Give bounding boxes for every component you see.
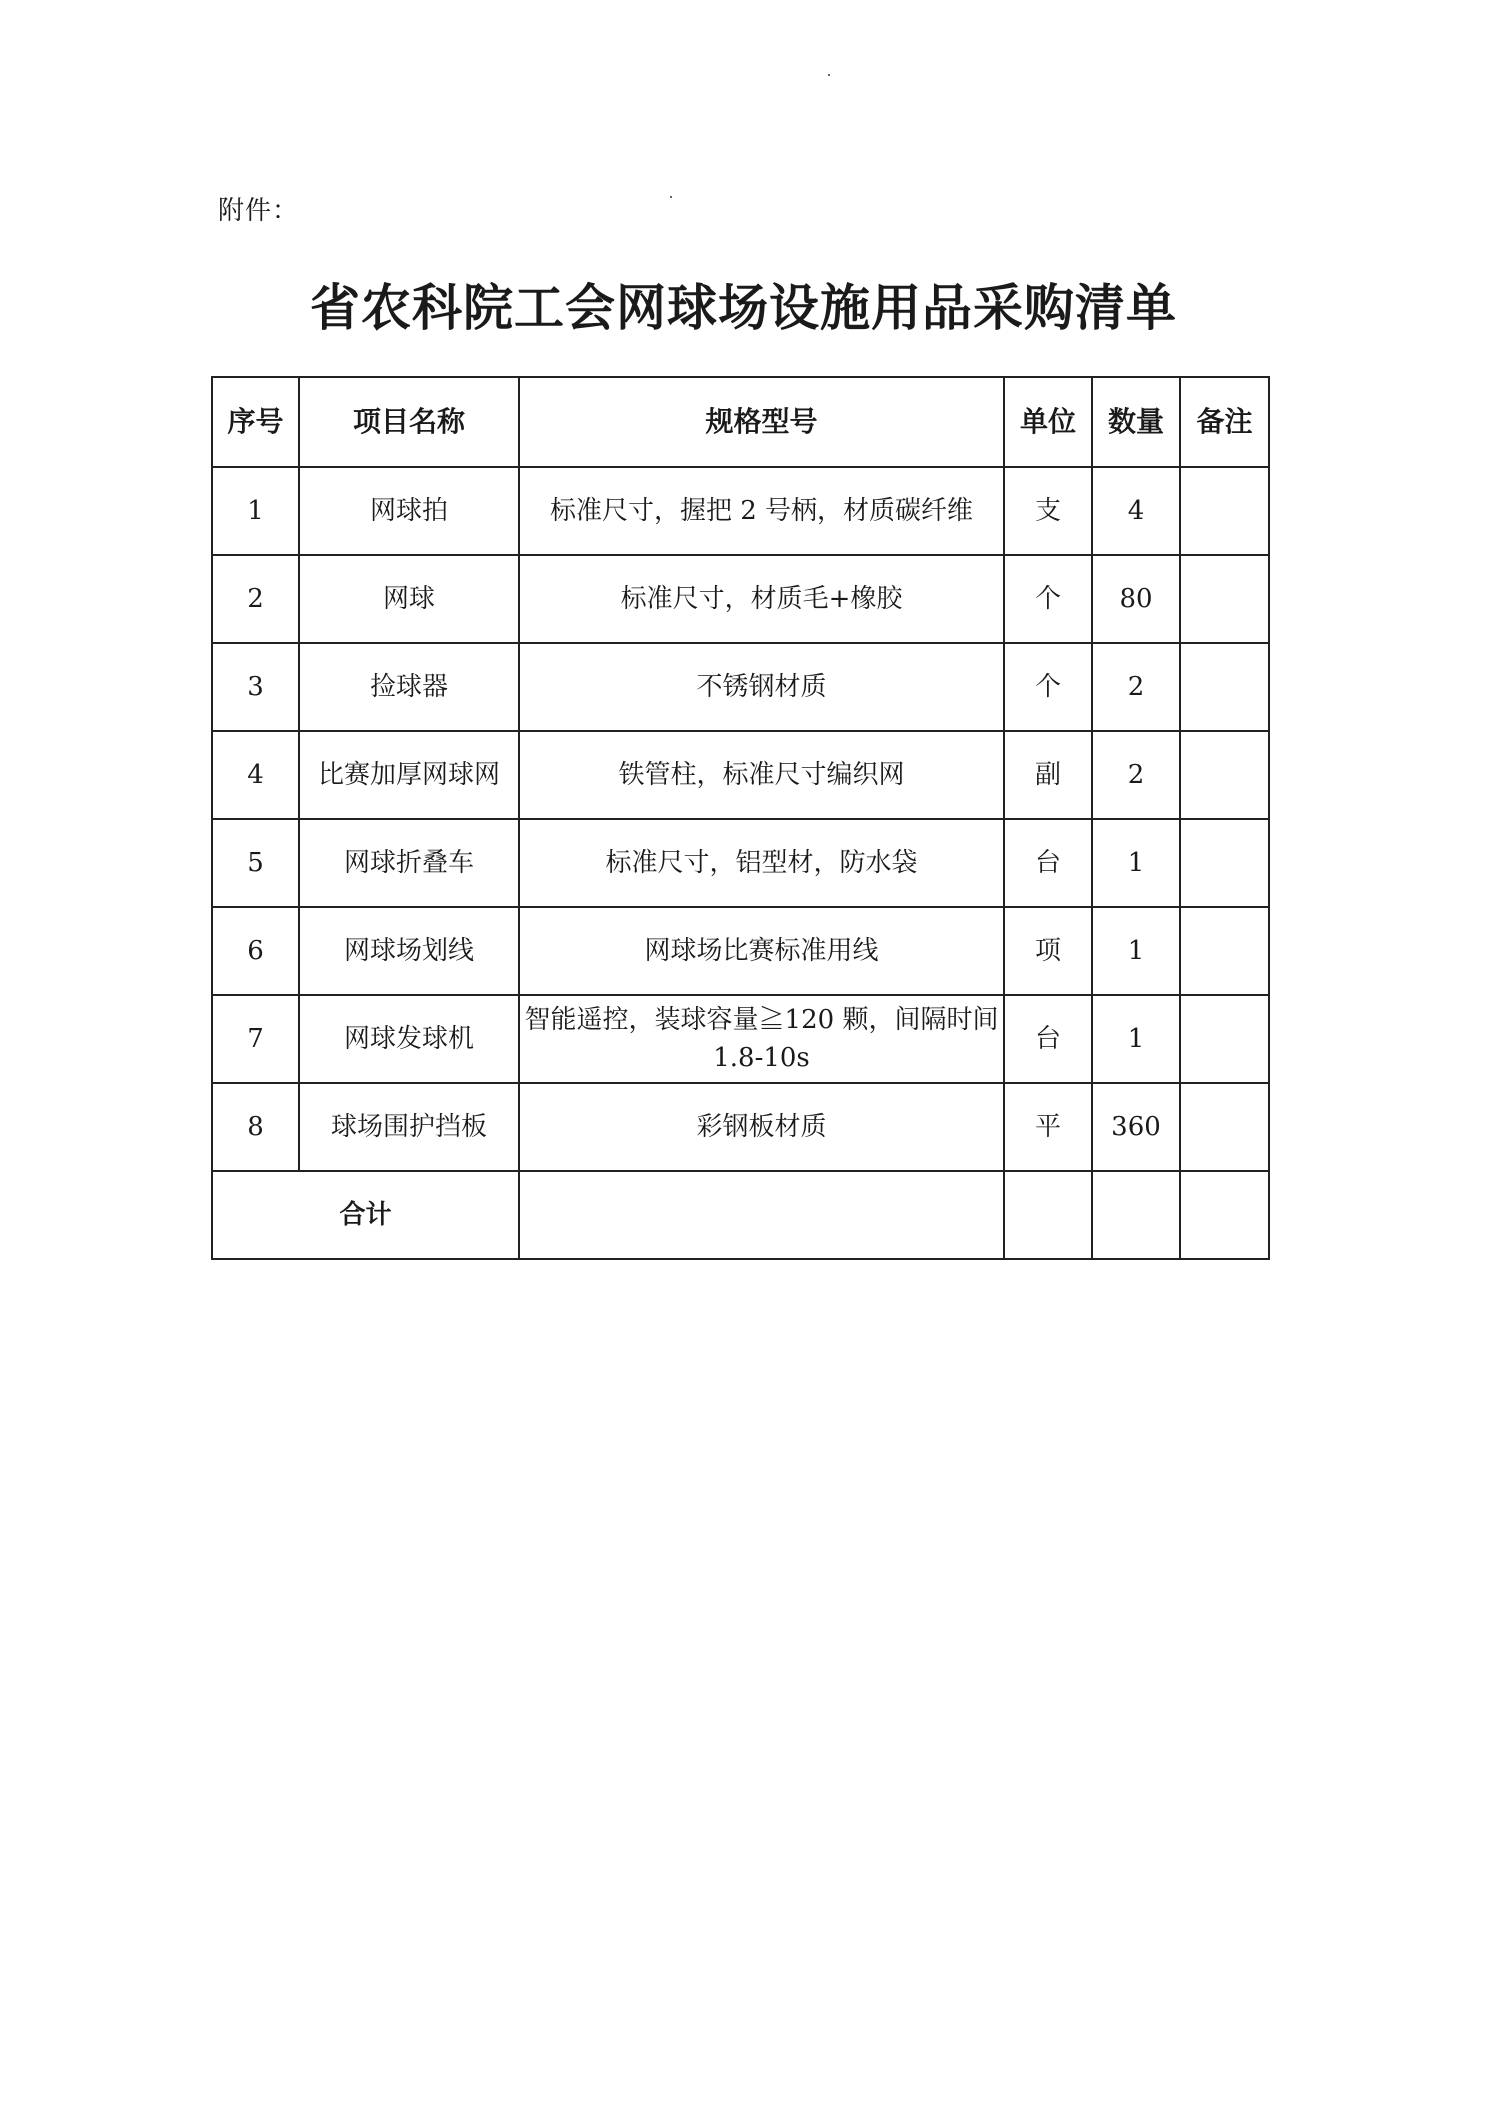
cell-spec: 不锈钢材质 — [519, 643, 1004, 731]
table-header-row — [212, 377, 1269, 467]
header-note: 备注 — [1180, 377, 1269, 467]
table-row — [212, 995, 1269, 1083]
cell-note — [1180, 1083, 1269, 1171]
cell-seq: 5 — [212, 819, 299, 907]
cell-seq: 6 — [212, 907, 299, 995]
cell-name: 比赛加厚网球网 — [299, 731, 519, 819]
cell-seq: 7 — [212, 995, 299, 1083]
cell-unit: 个 — [1004, 643, 1092, 731]
cell-name: 网球折叠车 — [299, 819, 519, 907]
cell-note — [1180, 643, 1269, 731]
cell-name: 网球拍 — [299, 467, 519, 555]
total-note — [1180, 1171, 1269, 1259]
cell-seq: 1 — [212, 467, 299, 555]
cell-spec: 铁管柱，标准尺寸编织网 — [519, 731, 1004, 819]
cell-name: 球场围护挡板 — [299, 1083, 519, 1171]
document-title: 省农科院工会网球场设施用品采购清单 — [310, 279, 1177, 337]
table-row — [212, 819, 1269, 907]
cell-qty: 1 — [1092, 995, 1180, 1083]
cell-note — [1180, 731, 1269, 819]
total-row — [212, 1171, 1269, 1259]
cell-spec: 彩钢板材质 — [519, 1083, 1004, 1171]
cell-qty: 2 — [1092, 643, 1180, 731]
cell-qty: 80 — [1092, 555, 1180, 643]
table-row — [212, 1083, 1269, 1171]
table-row — [212, 643, 1269, 731]
scan-speck — [670, 196, 672, 198]
cell-name: 网球 — [299, 555, 519, 643]
total-spec — [519, 1171, 1004, 1259]
header-seq: 序号 — [212, 377, 299, 467]
cell-qty: 4 — [1092, 467, 1180, 555]
total-unit — [1004, 1171, 1092, 1259]
total-label: 合计 — [212, 1171, 519, 1259]
cell-seq: 3 — [212, 643, 299, 731]
header-name: 项目名称 — [299, 377, 519, 467]
cell-qty: 1 — [1092, 819, 1180, 907]
cell-note — [1180, 467, 1269, 555]
cell-qty: 1 — [1092, 907, 1180, 995]
cell-seq: 8 — [212, 1083, 299, 1171]
cell-unit: 副 — [1004, 731, 1092, 819]
cell-name: 捡球器 — [299, 643, 519, 731]
attachment-label: 附件： — [218, 196, 300, 226]
cell-note — [1180, 995, 1269, 1083]
header-spec: 规格型号 — [519, 377, 1004, 467]
cell-seq: 2 — [212, 555, 299, 643]
scan-speck — [828, 74, 830, 76]
purchase-table — [211, 376, 1270, 1260]
cell-spec: 智能遥控，装球容量≧120 颗，间隔时间 1.8-10s — [519, 995, 1004, 1083]
cell-unit: 台 — [1004, 819, 1092, 907]
cell-unit: 平 — [1004, 1083, 1092, 1171]
header-unit: 单位 — [1004, 377, 1092, 467]
header-qty: 数量 — [1092, 377, 1180, 467]
cell-spec: 标准尺寸，材质毛+橡胶 — [519, 555, 1004, 643]
cell-unit: 支 — [1004, 467, 1092, 555]
cell-name: 网球场划线 — [299, 907, 519, 995]
cell-qty: 360 — [1092, 1083, 1180, 1171]
cell-spec: 网球场比赛标准用线 — [519, 907, 1004, 995]
cell-qty: 2 — [1092, 731, 1180, 819]
cell-seq: 4 — [212, 731, 299, 819]
cell-note — [1180, 819, 1269, 907]
cell-name: 网球发球机 — [299, 995, 519, 1083]
cell-unit: 台 — [1004, 995, 1092, 1083]
cell-unit: 项 — [1004, 907, 1092, 995]
table-row — [212, 467, 1269, 555]
table-row — [212, 731, 1269, 819]
total-qty — [1092, 1171, 1180, 1259]
cell-spec: 标准尺寸，铝型材，防水袋 — [519, 819, 1004, 907]
cell-note — [1180, 907, 1269, 995]
table-row — [212, 907, 1269, 995]
cell-spec: 标准尺寸，握把 2 号柄，材质碳纤维 — [519, 467, 1004, 555]
cell-note — [1180, 555, 1269, 643]
cell-unit: 个 — [1004, 555, 1092, 643]
table-row — [212, 555, 1269, 643]
